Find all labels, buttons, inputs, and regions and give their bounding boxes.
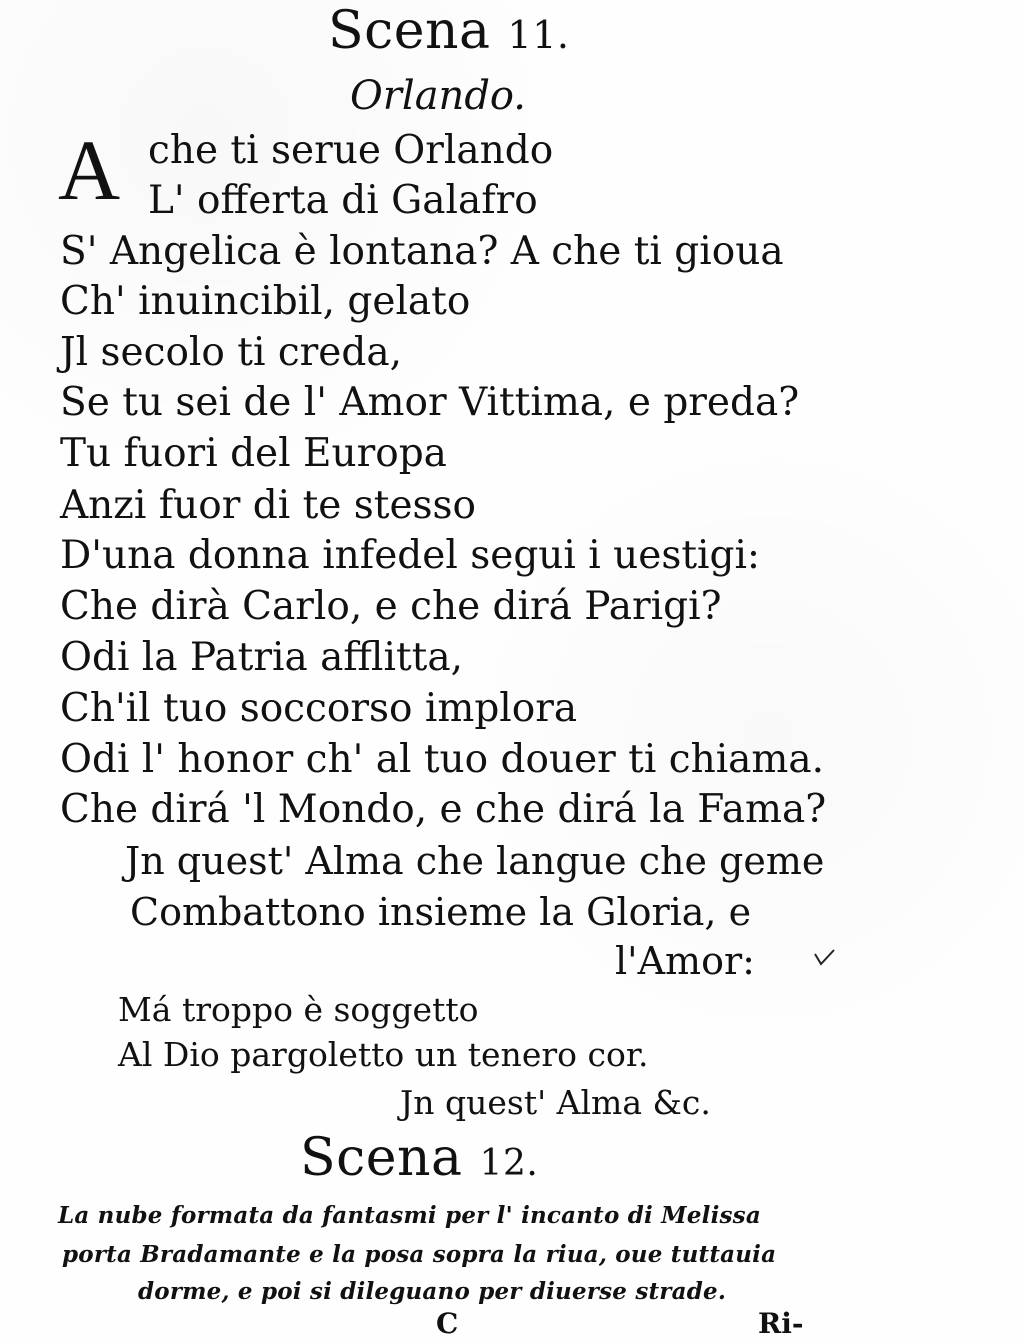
verse-line: Che dirà Carlo, e che dirá Parigi?: [60, 584, 722, 629]
verse-line: Ch'il tuo soccorso implora: [60, 686, 578, 731]
verse-line: Ch' inuincibil, gelato: [60, 279, 471, 324]
verse-line: L' offerta di Galafro: [148, 178, 538, 223]
scene-12-heading: Scena 12.: [300, 1128, 539, 1188]
verse-line: Jl secolo ti creda,: [60, 330, 402, 375]
verse-line: Che dirá 'l Mondo, e che dirá la Fama?: [60, 787, 827, 832]
song-line: Jn quest' Alma &c.: [400, 1083, 711, 1122]
song-line: Al Dio pargoletto un tenero cor.: [118, 1035, 649, 1074]
scene-11-heading: Scena 11.: [328, 1, 570, 61]
stage-direction-line: dorme, e poi si dileguano per diuerse strade.: [138, 1278, 727, 1305]
verse-line: che ti serue Orlando: [148, 128, 554, 173]
signature-mark: C: [436, 1307, 459, 1340]
verse-line: D'una donna infedel segui i uestigi:: [60, 533, 761, 578]
drop-cap: A: [58, 122, 121, 218]
stage-direction-line: La nube formata da fantasmi per l' incanto di Melissa: [58, 1202, 761, 1229]
speaker-name: Orlando.: [350, 73, 527, 119]
verse-line: Anzi fuor di te stesso: [60, 483, 477, 528]
verse-line: S' Angelica è lontana? A che ti gioua: [60, 229, 784, 274]
song-line: l'Amor:: [615, 939, 755, 983]
verse-line: Odi la Patria afflitta,: [60, 635, 464, 680]
verse-line: Odi l' honor ch' al tuo douer ti chiama.: [60, 737, 825, 782]
margin-mark-icon: [810, 942, 840, 982]
stage-direction-line: porta Bradamante e la posa sopra la riua, oue tuttauia: [62, 1241, 777, 1268]
song-line: Má troppo è soggetto: [118, 990, 479, 1029]
verse-line: Tu fuori del Europa: [60, 431, 447, 476]
song-line: Combattono insieme la Gloria, e: [130, 890, 752, 934]
verse-line: Se tu sei de l' Amor Vittima, e preda?: [60, 380, 800, 425]
song-line: Jn quest' Alma che langue che geme: [125, 839, 825, 883]
catchword: Ri-: [758, 1307, 804, 1340]
